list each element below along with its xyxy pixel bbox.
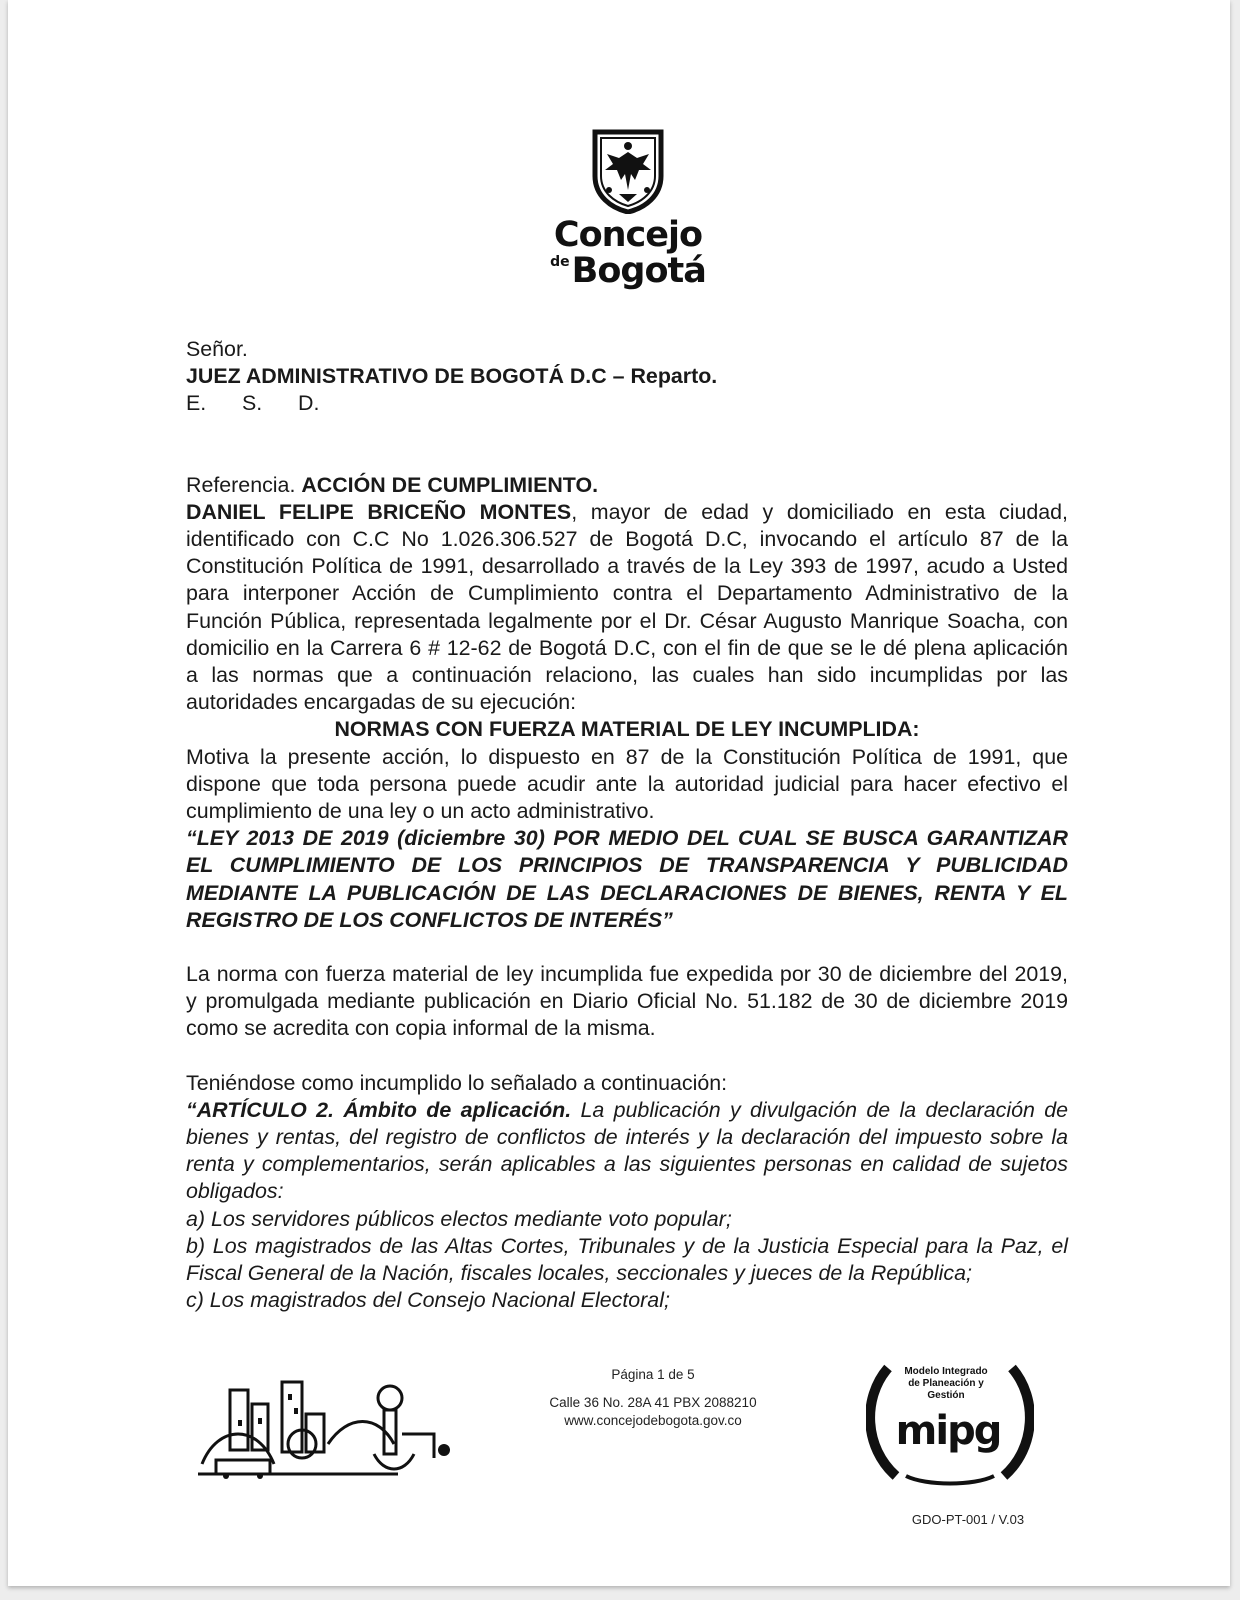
coat-of-arms-icon — [589, 128, 667, 214]
section-heading: NORMAS CON FUERZA MATERIAL DE LEY INCUMPLIDA: — [334, 717, 920, 742]
footer-address: Calle 36 No. 28A 41 PBX 2088210 — [549, 1395, 757, 1410]
mipg-caption-line2: de Planeación y — [908, 1378, 984, 1389]
reference-value: ACCIÓN DE CUMPLIMIENTO. — [301, 472, 599, 497]
logo-line-de: de — [550, 254, 570, 270]
esd-s: S. — [242, 391, 263, 416]
recipient: JUEZ ADMINISTRATIVO DE BOGOTÁ D.C – Reparto. — [186, 364, 718, 389]
esd-line — [186, 390, 1068, 417]
salutation: Señor. — [186, 337, 248, 361]
law-title: “LEY 2013 DE 2019 (diciembre 30) POR MEDIO DEL CUAL SE BUSCA GARANTIZAR EL CUMPLIMIENTO DE LOS PRINCIPIOS DE TRANSPARENCIA Y PUBLICIDAD MEDIANTE LA PUBLICACIÓN DE LAS DECLARACIONES DE BIENES, RENTA Y EL REGISTRO DE LOS CONFLICTOS DE INTERÉS” — [186, 826, 1068, 932]
city-skyline-illustration — [198, 1374, 460, 1484]
footer-info — [488, 1366, 818, 1430]
petitioner-name: DANIEL FELIPE BRICEÑO MONTES — [186, 499, 572, 524]
reference-line — [186, 472, 1068, 499]
promulgation-paragraph: La norma con fuerza material de ley incumplida fue expedida por 30 de diciembre del 2019, y promulgada mediante publicación en Diario Oficial No. 51.182 de 30 de diciembre 2019 como se acredita con copia informal de la misma. — [186, 962, 1068, 1041]
article-item-c: c) Los magistrados del Consejo Nacional Electoral; — [186, 1288, 670, 1313]
mipg-caption-line3: Gestión — [927, 1390, 965, 1401]
article-text: La publicación y divulgación de la declaración de bienes y rentas, del registro de conflictos de interés y la declaración del impuesto sobre la renta y complementarios, serán aplicables a las siguientes personas en calidad de sujetos obligados: — [186, 1097, 1068, 1204]
mipg-wordmark: mipg — [895, 1408, 1001, 1454]
concejo-logo — [538, 128, 718, 298]
article-item-a: a) Los servidores públicos electos mediante voto popular; — [186, 1206, 732, 1231]
article-paragraph — [186, 1097, 1068, 1206]
page-number: Página 1 de 5 — [611, 1367, 695, 1382]
mipg-caption-line1: Modelo Integrado — [904, 1366, 988, 1377]
logo-wordmark — [538, 215, 718, 291]
logo-line-concejo: Concejo — [553, 215, 703, 255]
mipg-caption — [884, 1366, 1008, 1402]
document-code: GDO-PT-001 / V.03 — [911, 1512, 1025, 1527]
letter-body — [186, 336, 1068, 1315]
motive-paragraph: Motiva la presente acción, lo dispuesto en 87 de la Constitución Política de 1991, que dispone que toda persona puede acudir ante la autoridad judicial para hacer efectivo el cumplimiento de una ley o un acto administrativo. — [186, 744, 1068, 824]
esd-d: D. — [298, 391, 320, 416]
article-heading: “ARTÍCULO 2. Ámbito de aplicación. — [186, 1097, 572, 1122]
article-item-b: b) Los magistrados de las Altas Cortes, Tribunales y de la Justicia Especial para la Paz, el Fiscal General de la Nación, fiscales locales, seccionales y jueces de la República; — [186, 1233, 1068, 1286]
logo-line-bogota: Bogotá — [571, 251, 706, 291]
noncompliance-intro: Teniéndose como incumplido lo señalado a continuación: — [186, 1070, 728, 1095]
footer-website: www.concejodebogota.gov.co — [564, 1413, 742, 1428]
esd-e: E. — [186, 391, 207, 416]
intro-paragraph — [186, 499, 1068, 717]
document-page — [8, 0, 1230, 1586]
reference-label: Referencia. — [186, 472, 296, 497]
intro-text: , mayor de edad y domiciliado en esta ciudad, identificado con C.C No 1.026.306.527 de Bogotá D.C, invocando el artículo 87 de la Constitución Política de 1991, desarrollado a través de la Ley 393 de 1997, acudo a Usted para interponer Acción de Cumplimiento contra el Departamento Administrativo de la Función Pública, representada legalmente por el Dr. César Augusto Manrique Soacha, con domicilio en la Carrera 6 # 12-62 de Bogotá D.C, con el fin de que se le dé plena aplicación a las normas que a continuación relaciono, las cuales han sido incumplidas por las autoridades encargadas de su ejecución: — [186, 499, 1068, 715]
